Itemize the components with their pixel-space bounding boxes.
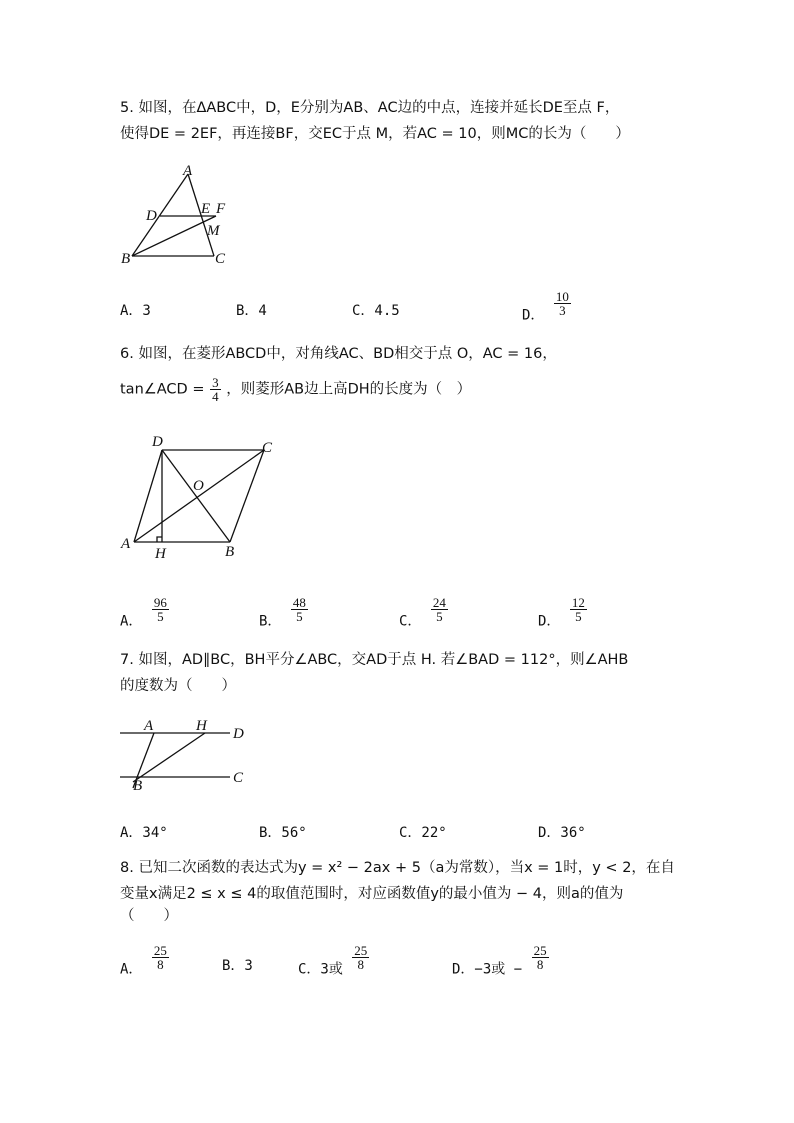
q8-option-a[interactable]	[120, 944, 170, 979]
q6-option-a-numerator: 96	[153, 595, 167, 610]
q5-option-d-fraction	[554, 290, 571, 317]
q6-rhombus-figure	[112, 430, 287, 565]
q6-tan-denominator: 4	[212, 389, 219, 404]
q6-tan-fraction	[210, 376, 221, 403]
q6-option-a-fraction	[152, 596, 169, 623]
q7-label-d: D	[233, 726, 244, 742]
q6-option-d-prefix: D．	[538, 613, 561, 630]
q5-label-b: B	[121, 251, 131, 267]
q6-option-a-denominator: 5	[157, 609, 164, 624]
q6-option-b-denominator: 5	[296, 609, 303, 624]
q6-line2	[120, 376, 471, 403]
q6-option-a[interactable]	[120, 596, 170, 631]
q8-option-c-denominator: 8	[357, 957, 365, 972]
q8-option-d[interactable]	[452, 944, 550, 979]
q7-option-b[interactable]: B．56°	[259, 825, 307, 841]
q8-option-a-denominator: 8	[157, 957, 164, 972]
q8-option-d-numerator: 25	[533, 943, 547, 958]
q6-option-c-fraction	[431, 596, 448, 623]
q5-option-d-denominator: 3	[559, 303, 566, 318]
q5-label-f: F	[216, 201, 226, 217]
q6-label-c: C	[262, 440, 273, 456]
q5-triangle-figure	[112, 160, 242, 270]
q6-option-b-numerator: 48	[292, 595, 306, 610]
q8-option-c[interactable]	[298, 944, 370, 979]
q5-label-e: E	[201, 201, 211, 217]
q8-option-c-numerator: 25	[354, 943, 368, 958]
q5-line2: 使得DE = 2EF，再连接BF，交EC于点 M，若AC = 10，则MC的长为（ ）	[120, 126, 630, 142]
q7-option-a[interactable]: A．34°	[120, 825, 168, 841]
q7-line2: 的度数为（ ）	[120, 678, 236, 694]
q8-option-d-fraction	[532, 944, 549, 971]
q6-label-h: H	[155, 546, 166, 562]
q8-option-d-prefix: D．−3或 −	[452, 961, 523, 978]
q6-option-d-numerator: 12	[571, 595, 585, 610]
q6-option-c[interactable]	[399, 596, 449, 631]
q6-label-d: D	[152, 434, 163, 450]
q7-option-c[interactable]: C．22°	[399, 825, 447, 841]
q6-line1: 6. 如图，在菱形ABCD中，对角线AC、BD相交于点 O，AC = 16，	[120, 346, 557, 362]
q5-label-a: A	[183, 163, 193, 179]
q5-option-a[interactable]: A．3	[120, 303, 151, 319]
q7-parallel-lines-figure	[112, 712, 252, 797]
q6-line2-suffix: ，则菱形AB边上高DH的长度为（ ）	[226, 381, 472, 398]
q6-label-a: A	[121, 536, 131, 552]
q6-option-d[interactable]	[538, 596, 588, 631]
q7-line1: 7. 如图，AD∥BC，BH平分∠ABC，交AD于点 H. 若∠BAD = 112°，则∠AHB	[120, 652, 629, 668]
q8-option-c-fraction	[352, 944, 369, 971]
q6-option-d-denominator: 5	[575, 609, 582, 624]
q8-line3: （ ）	[120, 908, 178, 924]
q5-line1: 5. 如图，在ΔABC中，D，E分别为AB、AC边的中点，连接并延长DE至点 F，	[120, 100, 620, 116]
q8-option-c-prefix: C．3或	[298, 961, 343, 978]
q8-line2: 变量x满足2 ≤ x ≤ 4的取值范围时，对应函数值y的最小值为 − 4，则a的值为	[120, 886, 624, 902]
q8-option-d-denominator: 8	[536, 957, 544, 972]
q5-label-c: C	[215, 251, 226, 267]
q7-label-b: B	[133, 778, 143, 794]
q6-tan-numerator: 3	[212, 375, 219, 390]
q5-option-d[interactable]	[522, 290, 572, 325]
q6-label-b: B	[225, 544, 235, 560]
q6-option-c-numerator: 24	[432, 595, 446, 610]
q6-option-d-fraction	[570, 596, 587, 623]
q7-label-h: H	[196, 718, 207, 734]
q5-label-m: M	[207, 223, 220, 239]
q5-label-d: D	[146, 208, 157, 224]
q5-option-d-numerator: 10	[555, 289, 569, 304]
q7-label-c: C	[233, 770, 244, 786]
q8-option-a-fraction	[152, 944, 169, 971]
q6-label-o: O	[193, 478, 204, 494]
q6-option-c-prefix: C．	[399, 613, 422, 630]
q7-option-d[interactable]: D．36°	[538, 825, 586, 841]
q5-option-c[interactable]: C．4.5	[352, 303, 400, 319]
q5-option-b[interactable]: B．4	[236, 303, 267, 319]
q8-option-a-prefix: A．	[120, 961, 143, 978]
q6-option-a-prefix: A．	[120, 613, 143, 630]
q8-option-a-numerator: 25	[153, 943, 167, 958]
q6-option-b-prefix: B．	[259, 613, 282, 630]
q5-option-d-prefix: D．	[522, 307, 545, 324]
q6-line2-prefix: tan∠ACD =	[120, 381, 205, 398]
q6-option-b-fraction	[291, 596, 308, 623]
q6-option-b[interactable]	[259, 596, 309, 631]
q7-label-a: A	[144, 718, 154, 734]
q8-line1: 8. 已知二次函数的表达式为y = x² − 2ax + 5（a为常数），当x = 1时，y < 2，在自	[120, 860, 675, 876]
q8-option-b[interactable]: B．3	[222, 958, 253, 974]
q6-option-c-denominator: 5	[436, 609, 443, 624]
